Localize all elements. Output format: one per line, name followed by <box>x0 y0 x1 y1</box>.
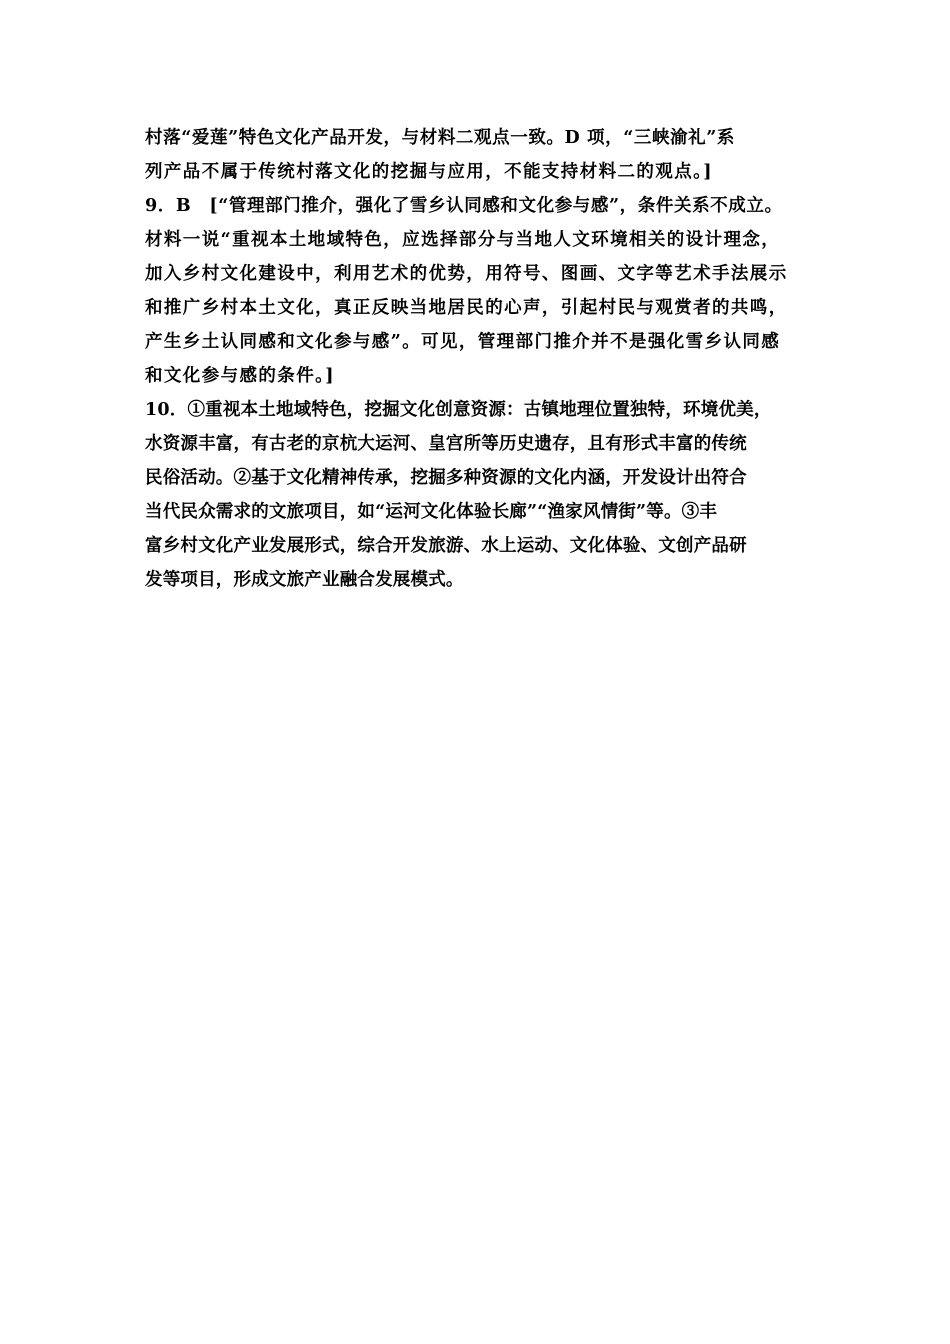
text-line: 和推广乡村本土文化，真正反映当地居民的心声，引起村民与观赏者的共鸣， <box>145 298 788 318</box>
text-line: 水资源丰富，有古老的京杭大运河、皇宫所等历史遗存，且有形式丰富的传统 <box>145 434 747 454</box>
text-line: 当代民众需求的文旅项目，如“运河文化体验长廊”“渔家风情街”等。③丰 <box>145 502 718 522</box>
text-line: 材料一说“重视本土地域特色，应选择部分与当地人文环境相关的设计理念， <box>145 230 781 250</box>
text-line: 村落“爱莲”特色文化产品开发，与材料二观点一致。D 项，“三峡渝礼”系 <box>145 128 736 148</box>
text-line: 民俗活动。②基于文化精神传承，挖掘多种资源的文化内涵，开发设计出符合 <box>145 468 747 488</box>
text-line: 10．①重视本土地域特色，挖掘文化创意资源：古镇地理位置独特，环境优美， <box>145 400 772 420</box>
text-line: 列产品不属于传统村落文化的挖掘与应用，不能支持材料二的观点。] <box>145 162 713 182</box>
text-line: 产生乡土认同感和文化参与感”。可见，管理部门推介并不是强化雪乡认同感 <box>145 332 781 352</box>
text-line: 加入乡村文化建设中，利用艺术的优势，用符号、图画、文字等艺术手法展示 <box>145 264 788 284</box>
answer-text-block <box>145 121 825 597</box>
text-line: 发等项目，形成文旅产业融合发展模式。 <box>145 570 464 590</box>
text-line: 富乡村文化产业发展形式，综合开发旅游、水上运动、文化体验、文创产品研 <box>145 536 747 556</box>
text-line: 和文化参与感的条件。] <box>145 366 335 386</box>
text-line: 9．B [“管理部门推介，强化了雪乡认同感和文化参与感”，条件关系不成立。 <box>145 196 783 216</box>
